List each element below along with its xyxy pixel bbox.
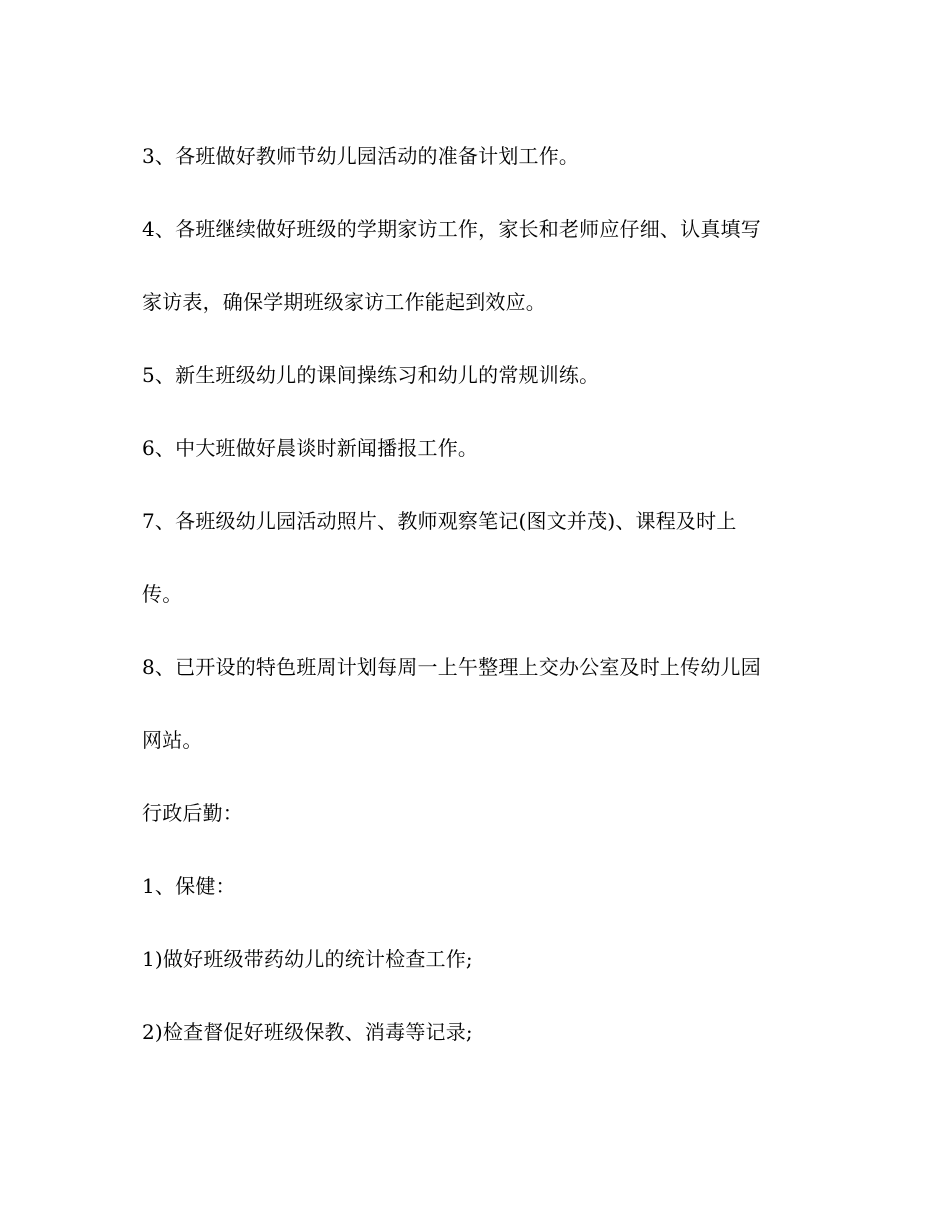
paragraph-line-4: 5、新生班级幼儿的课间操练习和幼儿的常规训练。 <box>142 363 600 387</box>
paragraph-line-8: 8、已开设的特色班周计划每周一上午整理上交办公室及时上传幼儿园 <box>142 655 761 679</box>
paragraph-line-2: 4、各班继续做好班级的学期家访工作，家长和老师应仔细、认真填写 <box>142 217 761 241</box>
paragraph-line-1: 3、各班做好教师节幼儿园活动的准备计划工作。 <box>142 144 580 168</box>
document-body <box>142 138 812 1087</box>
paragraph-line-6: 7、各班级幼儿园活动照片、教师观察笔记(图文并茂)、课程及时上 <box>142 509 737 533</box>
list-item-medication-check: 1)做好班级带药幼儿的统计检查工作; <box>142 947 473 971</box>
paragraph-line-5: 6、中大班做好晨谈时新闻播报工作。 <box>142 436 479 460</box>
list-item-records-check: 2)检查督促好班级保教、消毒等记录; <box>142 1020 473 1044</box>
paragraph-line-9: 网站。 <box>142 728 203 752</box>
subsection-heading-health-care: 1、保健： <box>142 874 236 898</box>
section-heading-admin-logistics: 行政后勤： <box>142 801 243 825</box>
paragraph-line-7: 传。 <box>142 582 183 606</box>
paragraph-line-3: 家访表，确保学期班级家访工作能起到效应。 <box>142 290 546 314</box>
